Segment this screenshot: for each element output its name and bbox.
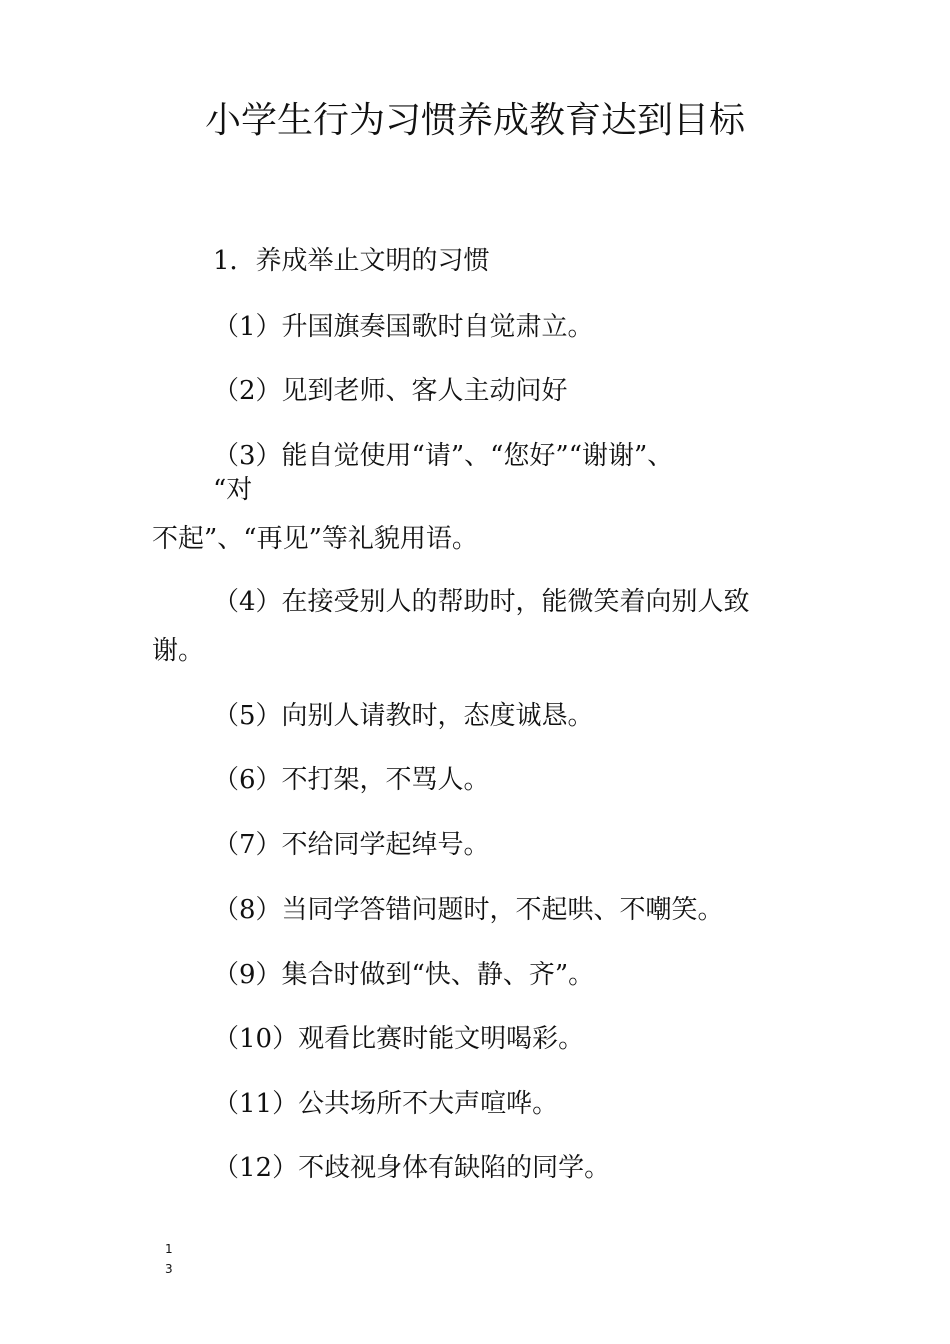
list-item: （1）升国旗奏国歌时自觉肃立。 xyxy=(213,312,594,342)
list-item: （12）不歧视身体有缺陷的同学。 xyxy=(213,1153,611,1183)
list-item: （8）当同学答错问题时，不起哄、不嘲笑。 xyxy=(213,895,724,925)
list-item-continuation: 不起”、“再见”等礼貌用语。 xyxy=(152,524,478,554)
section-heading: 1．养成举止文明的习惯 xyxy=(213,246,490,276)
list-item: （2）见到老师、客人主动问好 xyxy=(213,376,568,406)
list-item: （9）集合时做到“快、静、齐”。 xyxy=(213,960,595,990)
list-item-continuation: 谢。 xyxy=(152,636,205,666)
list-item: （6）不打架，不骂人。 xyxy=(213,765,490,795)
list-item: （10）观看比赛时能文明喝彩。 xyxy=(213,1024,585,1054)
list-item: （7）不给同学起绰号。 xyxy=(213,830,490,860)
list-item: （5）向别人请教时，态度诚恳。 xyxy=(213,701,594,731)
list-item-continuation: “对 xyxy=(213,475,253,505)
list-item: （3）能自觉使用“请”、“您好”“谢谢”、 xyxy=(213,441,674,471)
page-title: 小学生行为习惯养成教育达到目标 xyxy=(204,100,745,141)
list-item: （4）在接受别人的帮助时，能微笑着向别人致 xyxy=(213,587,750,617)
page-number: 13 xyxy=(165,1242,173,1276)
list-item: （11）公共场所不大声喧哗。 xyxy=(213,1089,559,1119)
